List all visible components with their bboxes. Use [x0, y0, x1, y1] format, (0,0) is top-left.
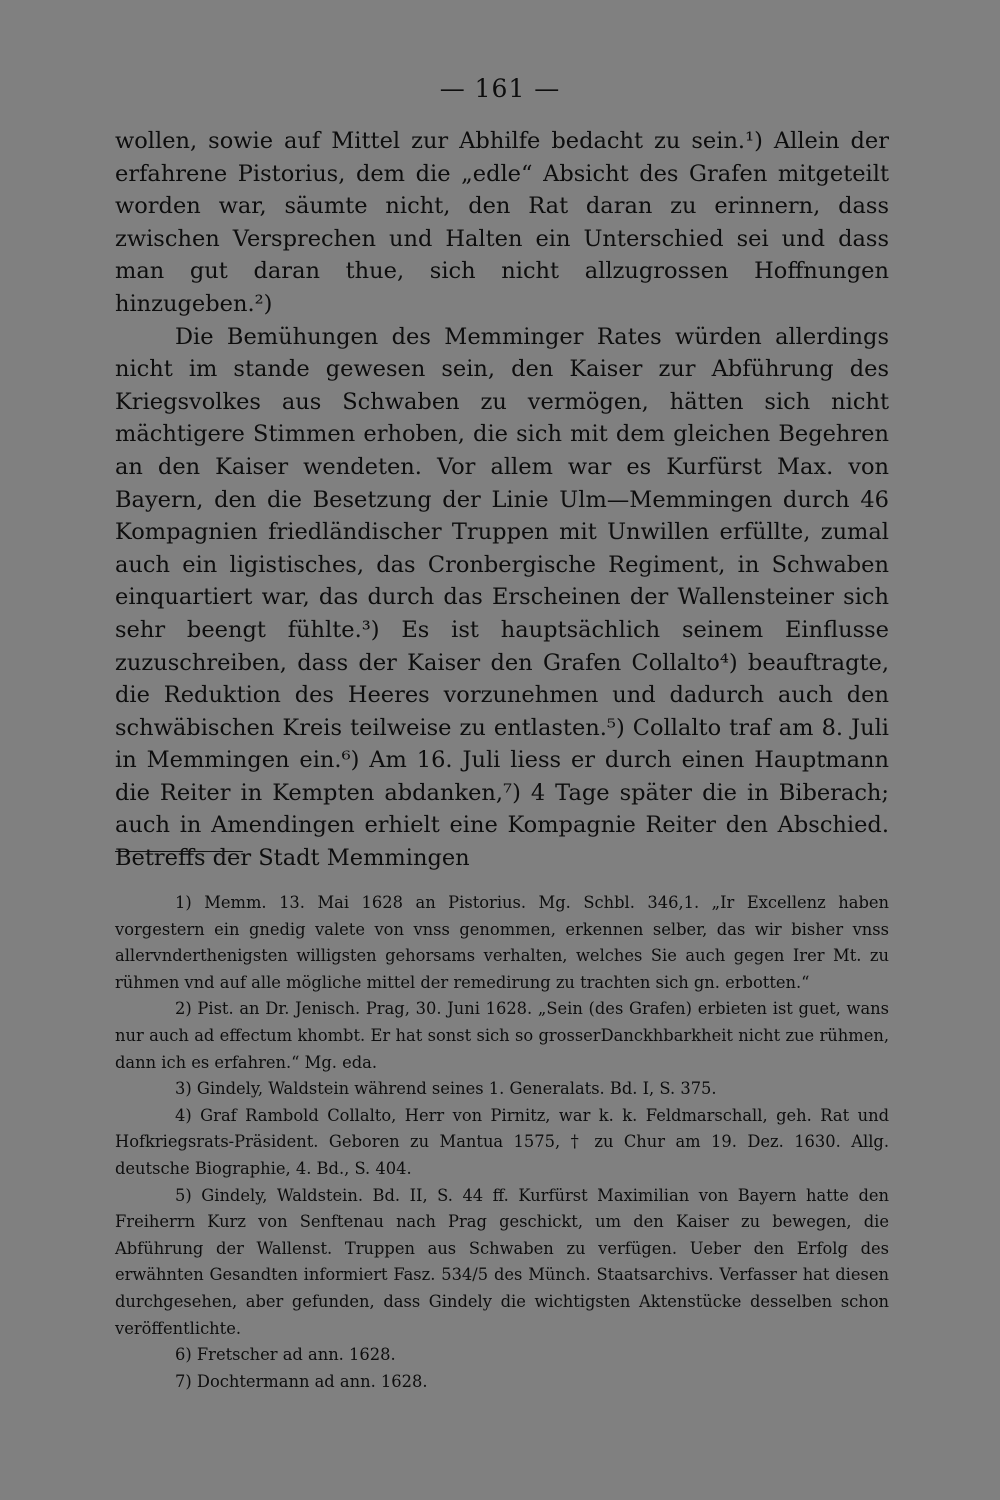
footnotes: [115, 890, 889, 1395]
paragraph: Die Bemühungen des Memminger Rates würden allerdings nicht im stande gewesen sein, den Kaiser zur Abführung des Kriegsvolkes aus Schwaben zu vermögen, hätten sich nicht mächtigere Stimmen erhoben, die sich mit dem gleichen Begehren an den Kaiser wendeten. Vor allem war es Kurfürst Max. von Bayern, den die Besetzung der Linie Ulm—Memmingen durch 46 Kompagnien friedländischer Truppen mit Unwillen erfüllte, zumal auch ein ligistisches, das Cronbergische Regiment, in Schwaben einquartiert war, das durch das Erscheinen der Wallensteiner sich sehr beengt fühlte.³) Es ist hauptsächlich seinem Einflusse zuzuschreiben, dass der Kaiser den Grafen Collalto⁴) beauftragte, die Reduktion des Heeres vorzunehmen und dadurch auch den schwäbischen Kreis teilweise zu entlasten.⁵) Collalto traf am 8. Juli in Memmingen ein.⁶) Am 16. Juli liess er durch einen Hauptmann die Reiter in Kempten abdanken,⁷) 4 Tage später die in Biberach; auch in Amendingen erhielt eine Kompagnie Reiter den Abschied. Betreffs der Stadt Memmingen: [115, 323, 889, 872]
footnote: 3) Gindely, Waldstein während seines 1. Generalats. Bd. I, S. 375.: [175, 1079, 717, 1099]
paragraph: wollen, sowie auf Mittel zur Abhilfe bedacht zu sein.¹) Allein der erfahrene Pistorius, dem die „edle“ Absicht des Grafen mitgeteilt worden war, säumte nicht, den Rat daran zu erinnern, dass zwischen Versprechen und Halten ein Unterschied sei und dass man gut daran thue, sich nicht allzugrossen Hoffnungen hinzugeben.²): [115, 128, 889, 317]
footnote: 5) Gindely, Waldstein. Bd. II, S. 44 ff. Kurfürst Maximilian von Bayern hatte den Freiherrn Kurz von Senftenau nach Prag geschickt, um den Kaiser zu bewegen, die Abführung der Wallenst. Truppen aus Schwaben zu verfügen. Ueber den Erfolg des erwähnten Gesandten informiert Fasz. 534/5 des Münch. Staatsarchivs. Verfasser hat diesen durchgesehen, aber gefunden, dass Gindely die wichtigsten Aktenstücke desselben schon veröffentlichte.: [115, 1185, 889, 1338]
footnote-separator: [115, 851, 243, 852]
footnote: 2) Pist. an Dr. Jenisch. Prag, 30. Juni 1628. „Sein (des Grafen) erbieten ist guet, wans nur auch ad effectum khombt. Er hat sonst sich so grosserDanckhbarkheit nicht zue rühmen, dann ich es erfahren.“ Mg. eda.: [115, 999, 889, 1072]
footnote: 4) Graf Rambold Collalto, Herr von Pirnitz, war k. k. Feldmarschall, geh. Rat und Hofkriegsrats-Präsident. Geboren zu Mantua 1575, † zu Chur am 19. Dez. 1630. Allg. deutsche Biographie, 4. Bd., S. 404.: [115, 1105, 889, 1178]
footnote: 6) Fretscher ad ann. 1628.: [175, 1345, 396, 1365]
footnote: 7) Dochtermann ad ann. 1628.: [175, 1371, 428, 1391]
footnote: 1) Memm. 13. Mai 1628 an Pistorius. Mg. Schbl. 346,1. „Ir Excellenz haben vorgestern ein gnedig valete von vnss genommen, erkennen selber, das wir bisher vnss allervnderthenigsten willigsten gehorsams verhalten, welches Sie auch gegen Irer Mt. zu rühmen vnd auf alle mögliche mittel der remedirung zu trachten sich gn. erbotten.“: [115, 893, 889, 992]
main-text: [115, 125, 889, 875]
page-number: — 161 —: [439, 74, 561, 103]
